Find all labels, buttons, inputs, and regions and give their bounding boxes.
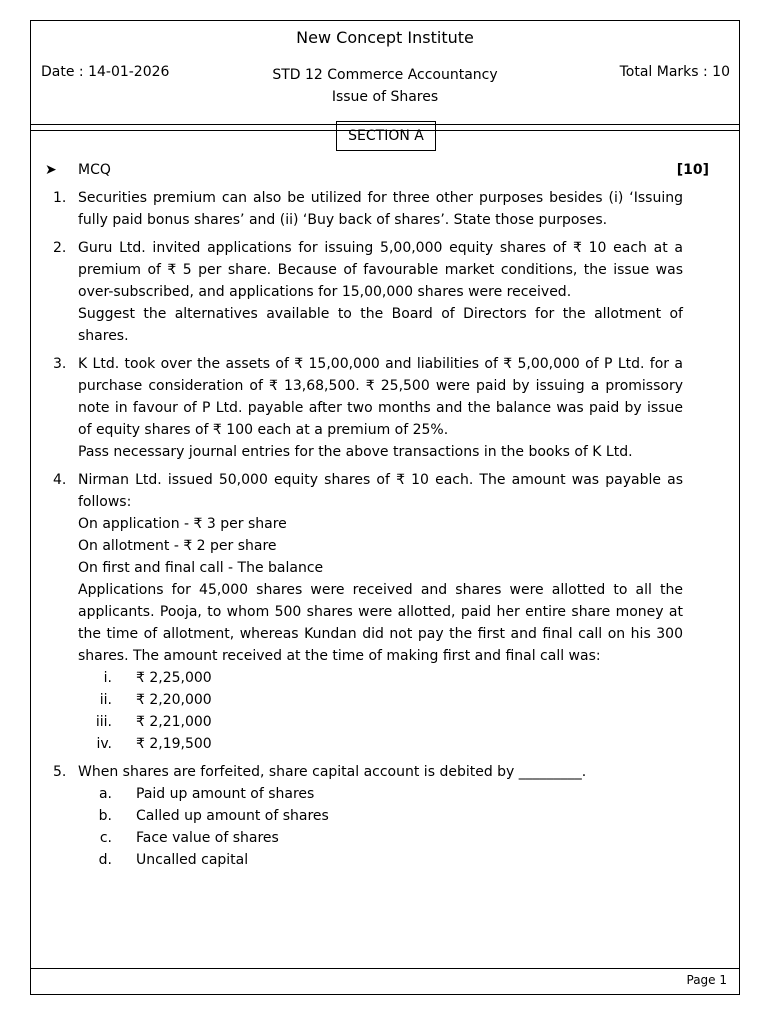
- question-2: [53, 237, 683, 347]
- question-text: Securities premium can also be utilized for three other purposes besides (i) ‘Issuing fully paid bonus shares’ and (ii) ‘Buy back of shares’. State those purposes.: [78, 190, 683, 228]
- option-item: [78, 733, 683, 755]
- option-item: [78, 827, 683, 849]
- question-text: K Ltd. took over the assets of ₹ 15,00,000 and liabilities of ₹ 5,00,000 of P Ltd. for a purchase consideration of ₹ 13,68,500. ₹ 25,500 were paid by issuing a promissory note in favour of P Ltd. payable after two months and the balance was paid by issue of equity shares of ₹ 100 each at a premium of 25%.: [78, 356, 683, 438]
- question-text: On allotment - ₹ 2 per share: [78, 538, 277, 554]
- option-item: [78, 667, 683, 689]
- question-list: [53, 187, 683, 877]
- option-list: [78, 783, 683, 871]
- question-number: 1.: [53, 190, 67, 206]
- option-label: i.: [103, 670, 112, 686]
- question-text: On first and final call - The balance: [78, 560, 324, 576]
- question-text: When shares are forfeited, share capital account is debited by _________.: [78, 764, 587, 780]
- option-label: iii.: [95, 714, 112, 730]
- question-5: [53, 761, 683, 871]
- mcq-marks: [10]: [676, 162, 709, 178]
- question-number: 5.: [53, 764, 67, 780]
- option-item: [78, 689, 683, 711]
- arrow-bullet-icon: ➤: [45, 162, 57, 178]
- option-item: [78, 805, 683, 827]
- page-frame: [30, 20, 740, 995]
- option-text: Called up amount of shares: [136, 808, 329, 824]
- option-text: ₹ 2,20,000: [136, 692, 212, 708]
- option-label: c.: [99, 830, 112, 846]
- institute-name: New Concept Institute: [296, 28, 474, 47]
- question-number: 2.: [53, 240, 67, 256]
- question-text: Nirman Ltd. issued 50,000 equity shares of ₹ 10 each. The amount was payable as follows:: [78, 472, 683, 510]
- option-item: [78, 849, 683, 871]
- option-text: Face value of shares: [136, 830, 279, 846]
- option-list: [78, 667, 683, 755]
- topic-title: Issue of Shares: [331, 89, 439, 105]
- total-marks: Total Marks : 10: [619, 64, 730, 80]
- question-3: [53, 353, 683, 463]
- option-label: b.: [98, 808, 112, 824]
- mcq-heading: [45, 162, 709, 182]
- question-text: Applications for 45,000 shares were received and shares were allotted to all the applicants. Pooja, to whom 500 shares were allotted, paid her entire share money at the time of allotment, whereas Kundan did not pay the first and final call on his 300 shares. The amount received at the time of making first and final call was:: [78, 582, 683, 664]
- question-text: On application - ₹ 3 per share: [78, 516, 287, 532]
- question-number: 4.: [53, 472, 67, 488]
- page-number: Page 1: [686, 973, 727, 987]
- footer-divider: [31, 968, 739, 969]
- option-text: ₹ 2,25,000: [136, 670, 212, 686]
- subject-title: STD 12 Commerce Accountancy: [272, 67, 498, 83]
- option-item: [78, 783, 683, 805]
- option-text: Uncalled capital: [136, 852, 249, 868]
- question-text: Guru Ltd. invited applications for issuing 5,00,000 equity shares of ₹ 10 each at a premium of ₹ 5 per share. Because of favourable market conditions, the issue was over-subscribed, and applications for 15,00,000 shares were received.: [78, 240, 683, 300]
- option-text: Paid up amount of shares: [136, 786, 315, 802]
- option-text: ₹ 2,19,500: [136, 736, 212, 752]
- option-label: ii.: [99, 692, 112, 708]
- mcq-label: MCQ: [78, 162, 111, 178]
- question-1: [53, 187, 683, 231]
- option-text: ₹ 2,21,000: [136, 714, 212, 730]
- exam-date: Date : 14-01-2026: [41, 64, 170, 80]
- question-text: Pass necessary journal entries for the above transactions in the books of K Ltd.: [78, 444, 633, 460]
- option-label: a.: [98, 786, 112, 802]
- option-label: iv.: [96, 736, 112, 752]
- question-text: Suggest the alternatives available to the Board of Directors for the allotment of shares.: [78, 306, 683, 344]
- option-item: [78, 711, 683, 733]
- question-number: 3.: [53, 356, 67, 372]
- question-4: [53, 469, 683, 755]
- option-label: d.: [98, 852, 112, 868]
- section-title: SECTION A: [336, 121, 436, 151]
